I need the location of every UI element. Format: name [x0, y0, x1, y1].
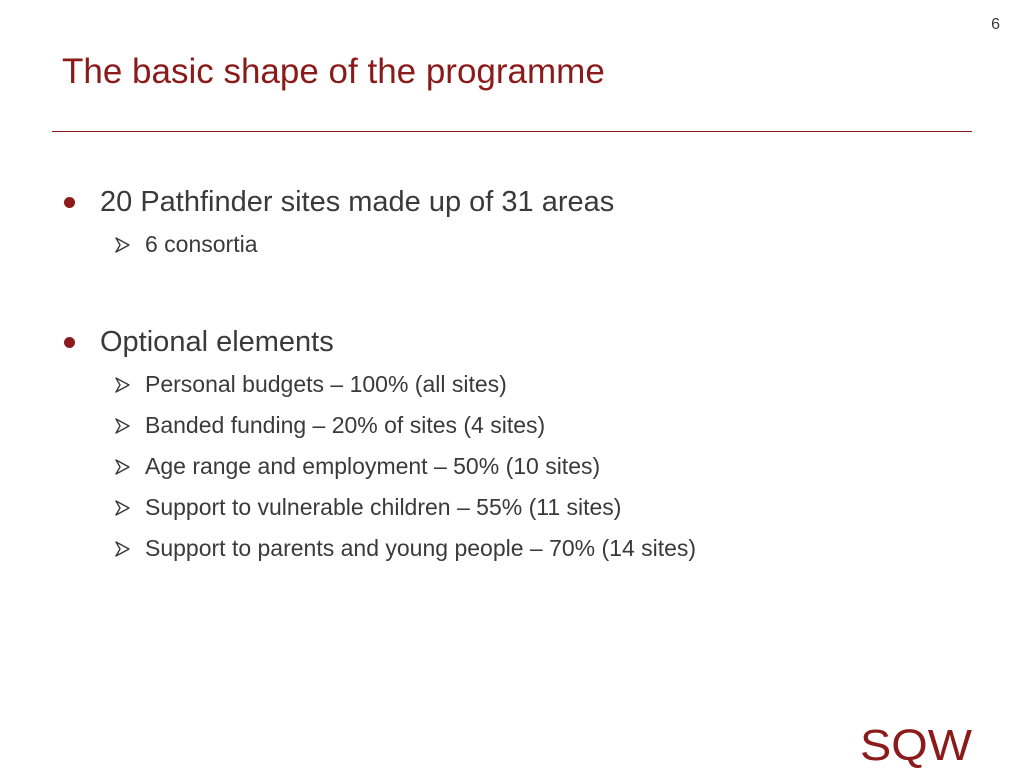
- bullet-list: [58, 180, 958, 569]
- logo-text: SQW: [860, 721, 972, 768]
- arrowhead-icon: [113, 376, 131, 394]
- sub-bullet-text: Support to vulnerable children – 55% (11 sites): [145, 494, 622, 520]
- sub-bullet-text: Age range and employment – 50% (10 sites): [145, 453, 601, 479]
- bullet-text: Optional elements: [100, 325, 334, 358]
- sub-bullet-item: [58, 224, 958, 265]
- slide-title: The basic shape of the programme: [62, 52, 605, 91]
- sqw-logo: [860, 718, 972, 768]
- bullet-dot-icon: [64, 337, 75, 348]
- bullet-dot-icon: [64, 197, 75, 208]
- bullet-text: 20 Pathfinder sites made up of 31 areas: [100, 185, 615, 218]
- arrowhead-icon: [113, 499, 131, 517]
- sub-bullet-text: Banded funding – 20% of sites (4 sites): [145, 412, 546, 438]
- sub-bullet-text: 6 consortia: [145, 231, 258, 257]
- sub-bullet-text: Support to parents and young people – 70% (14 sites): [145, 535, 697, 561]
- sub-bullet-item: [58, 405, 958, 446]
- sub-bullet-item: [58, 487, 958, 528]
- arrowhead-icon: [113, 236, 131, 254]
- sub-bullet-item: [58, 364, 958, 405]
- sub-bullet-item: [58, 528, 958, 569]
- group-spacer: [58, 265, 958, 320]
- sub-bullet-text: Personal budgets – 100% (all sites): [145, 371, 507, 397]
- bullet-item: [58, 320, 958, 364]
- bullet-item: [58, 180, 958, 224]
- title-divider: [52, 131, 972, 132]
- slide-number: 6: [991, 16, 1000, 33]
- arrowhead-icon: [113, 417, 131, 435]
- arrowhead-icon: [113, 458, 131, 476]
- arrowhead-icon: [113, 540, 131, 558]
- sub-bullet-item: [58, 446, 958, 487]
